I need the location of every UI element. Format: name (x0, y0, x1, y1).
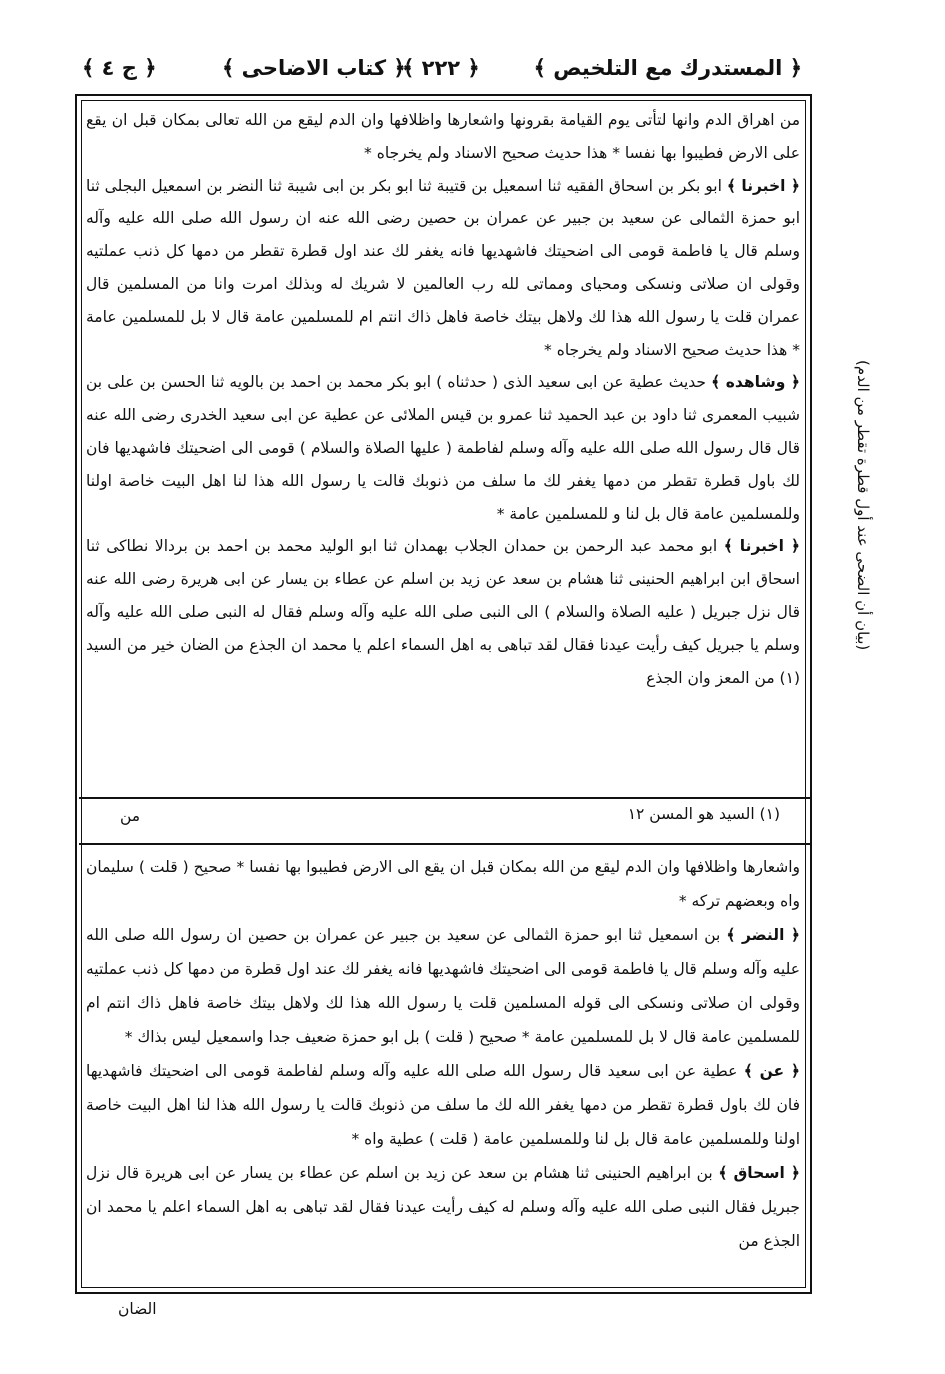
paragraph-text: حديث عطية عن ابى سعيد الذى ( حدثناه ) ابو بكر محمد بن احمد بن بالويه ثنا الحسن بن على بن شبيب المعمرى ثنا داود بن عبد الحميد ثنا عمرو بن قيس الملائى عن عطية عن ابى سعيد الخدرى رضى الله عنه قال قال رسول الله صلى الله عليه وآله وسلم لفاطمة ( عليها الصلاة والسلام ) قومى الى اضحيتك فاشهديها فان لك باول قطرة تقطر من دمها يغفر لك ما سلف من ذنوبك قالت يا رسول الله هذا لنا اهل البيت خاصة اولنا وللمسلمين عامة قال بل لنا و للمسلمين عامة * (86, 373, 800, 523)
commentary-divider (79, 843, 810, 845)
commentary-paragraph-4 (86, 1156, 800, 1258)
commentary-paragraph-2 (86, 918, 800, 1054)
main-paragraph-4 (86, 530, 800, 694)
commentary-paragraph-1 (86, 850, 800, 918)
catchword-commentary: الضان (118, 1300, 157, 1318)
paragraph-text: من اهراق الدم وانها لتأتى يوم القيامة بقرونها واشعارها واظلافها وان الدم ليقع من الله تعالى بمكان قبل ان يقع على الارض فطيبوا بها نفسا * هذا حديث صحيح الاسناد ولم يخرجاه * (86, 111, 800, 162)
commentary-text (86, 850, 800, 1258)
main-paragraph-3 (86, 366, 800, 530)
page-header (72, 50, 812, 88)
paragraph-lead: ﴿ النضر ﴾ (726, 926, 800, 944)
margin-note: (بيان أن الضحى عند أول قطرة تقطر من الدم) (854, 359, 872, 650)
page-number: ﴿ ٢٢٢ ﴾ (402, 56, 480, 80)
book-title: ﴿ كتاب الاضاحى ﴾ (222, 56, 406, 80)
footnote: (١) السيد هو المسن ١٢ (627, 805, 780, 823)
volume-number: ﴿ ج ٤ ﴾ (82, 56, 157, 80)
paragraph-text: ابو بكر بن اسحاق الفقيه ثنا اسمعيل بن قتيبة ثنا ابو بكر بن ابى شيبة ثنا النضر بن اسمعيل البجلى ثنا ابو حمزة الثمالى عن سعيد بن جبير عن عمران بن حصين رضى الله عنه ان رسول الله صلى الله عليه وآله وسلم قال يا فاطمة قومى الى اضحيتك فاشهديها فانه يغفر لك عند اول قطرة تقطر من دمها كل ذنب عملتيه وقولى ان صلاتى ونسكى ومحياى ومماتى لله رب العالمين لا شريك له وبذلك امرت وانا من المسلمين قال عمران قلت يا رسول الله هذا لك ولاهل بيتك خاصة فاهل ذاك انتم ام للمسلمين عامة قال لا بل للمسلمين عامة * هذا حديث صحيح الاسناد ولم يخرجاه * (86, 176, 800, 359)
catchword-main: من (120, 807, 141, 825)
footnote-divider (79, 797, 810, 799)
paragraph-text: ابو محمد عبد الرحمن بن حمدان الجلاب بهمدان ثنا ابو الوليد محمد بن احمد بن بردالا نطاكى ثنا اسحاق ابن ابراهيم الحنينى ثنا هشام بن سعد عن زيد بن اسلم عن عطاء بن يسار عن ابى هريرة رضى الله عنه قال نزل جبريل ( عليه الصلاة والسلام ) الى النبى صلى الله عليه وآله وسلم فقال له النبى صلى الله عليه وآله وسلم يا جبريل كيف رأيت عيدنا فقال لقد تباهى به اهل السماء اعلم يا محمد ان الجذع من الضان خير من السيد (١) من المعز وان الجذع (86, 537, 800, 687)
main-text (86, 104, 800, 694)
paragraph-lead: ﴿ اسحاق ﴾ (718, 1164, 800, 1182)
paragraph-lead: ﴿ عن ﴾ (743, 1062, 800, 1080)
main-paragraph-2 (86, 170, 800, 367)
main-paragraph-1 (86, 104, 800, 170)
paragraph-lead: ﴿ وشاهده ﴾ (711, 373, 800, 392)
paragraph-lead: ﴿ اخبرنا ﴾ (723, 537, 800, 556)
running-title: ﴿ المستدرك مع التلخيص ﴾ (533, 56, 802, 80)
commentary-paragraph-3 (86, 1054, 800, 1156)
paragraph-text: بن اسمعيل ثنا ابو حمزة الثمالى عن سعيد بن جبير عن عمران بن حصين ان رسول الله صلى الله عليه وآله وسلم قال يا فاطمة قومى الى اضحيتك فاشهديها فانه يغفر لك عند اول قطرة من دمها كل ذنب عملتيه وقولى ان صلاتى ونسكى الى قوله المسلمين قلت يا رسول الله هذا لك ولاهل بيتك خاصة فاهل ذاك انتم ام للمسلمين عامة قال لا بل للمسلمين عامة * صحيح ( قلت ) بل ابو حمزة ضعيف جدا واسمعيل ليس بذاك * (86, 926, 800, 1046)
paragraph-text: بن ابراهيم الحنينى ثنا هشام بن سعد عن زيد بن اسلم عن عطاء بن يسار عن ابى هريرة قال نزل جبريل فقال النبى صلى الله عليه وآله وسلم له كيف رأيت عيدنا فقال لقد تباهى به اهل السماء اعلم يا محمد ان الجذع من (86, 1164, 800, 1250)
paragraph-text: واشعارها واظلافها وان الدم ليقع من الله بمكان قبل ان يقع الى الارض فطيبوا بها نفسا * صحيح ( قلت ) سليمان واه وبعضهم تركه * (86, 858, 800, 910)
paragraph-text: عطية عن ابى سعيد قال رسول الله صلى الله عليه وآله وسلم لفاطمة قومى الى اضحيتك فاشهديها فان لك باول قطرة تقطر من دمها يغفر الله لك ما سلف من ذنوبك قالت يا رسول الله هذا لنا اهل البيت خاصة اولنا وللمسلمين عامة قال بل لنا وللمسلمين عامة ( قلت ) عطية واه * (86, 1062, 800, 1148)
paragraph-lead: ﴿ اخبرنا ﴾ (726, 176, 800, 195)
